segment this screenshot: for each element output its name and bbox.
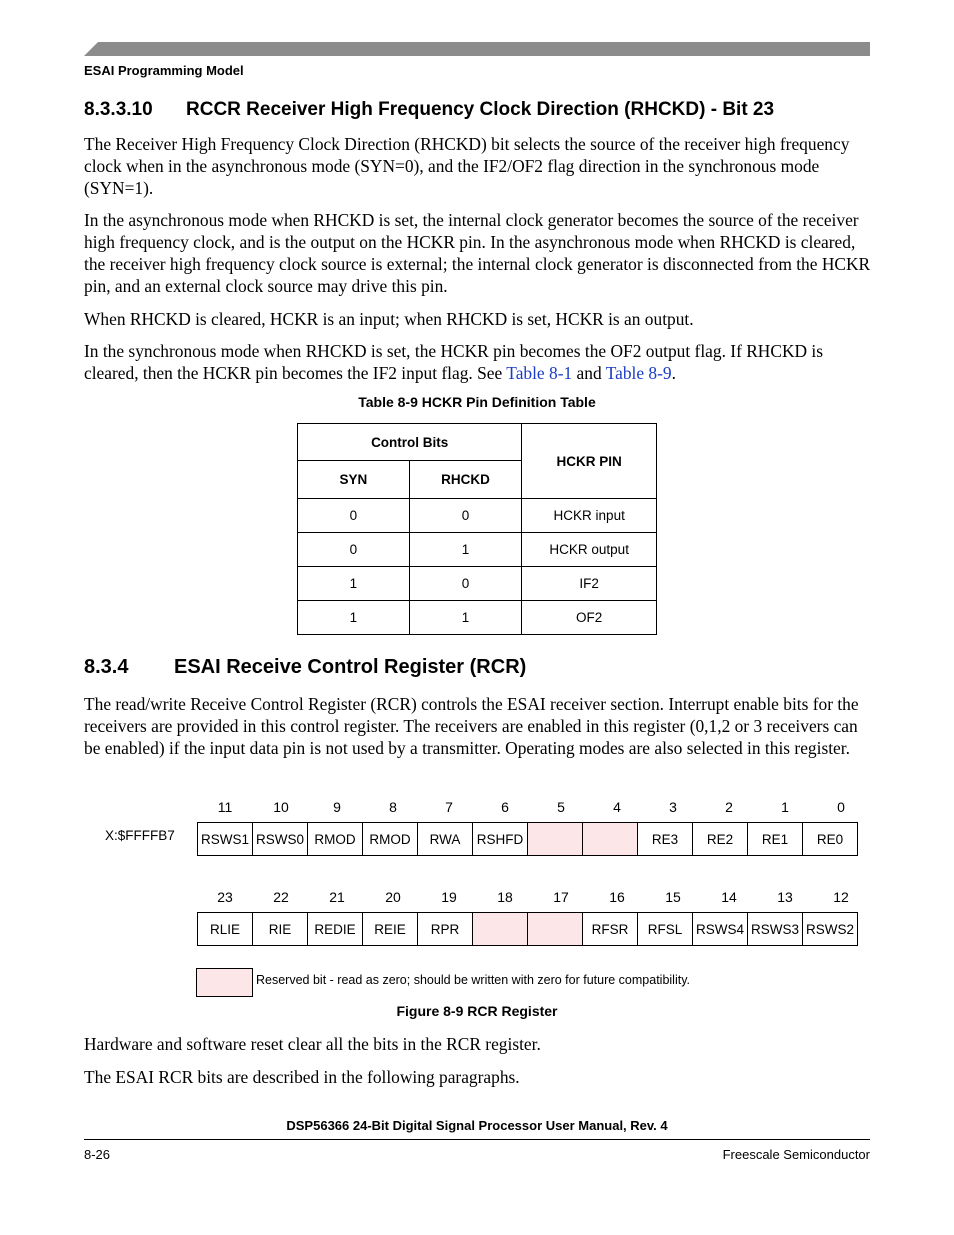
cell-rhckd: 1 bbox=[409, 601, 522, 635]
paragraph: Hardware and software reset clear all the bits in the RCR register. bbox=[84, 1034, 541, 1054]
running-head: ESAI Programming Model bbox=[84, 63, 244, 78]
bit-field: REDIE bbox=[307, 912, 363, 946]
bit-number: 0 bbox=[837, 799, 845, 815]
text: In the synchronous mode when RHCKD is set, the HCKR pin becomes the OF2 output flag. If RHCKD is cleared, then the HCKR pin becomes the IF2 input flag. See bbox=[84, 341, 824, 383]
bit-field: RE3 bbox=[637, 822, 693, 856]
bit-number: 9 bbox=[333, 799, 341, 815]
cell-syn: 0 bbox=[298, 499, 410, 533]
footer-page-number: 8-26 bbox=[84, 1147, 111, 1162]
cell-syn: 0 bbox=[298, 533, 410, 567]
table-caption: Table 8-9 HCKR Pin Definition Table bbox=[358, 394, 596, 410]
cell-syn: 1 bbox=[298, 567, 410, 601]
table-8-9-link[interactable]: Table 8-9 bbox=[605, 363, 672, 383]
cell-rhckd: 0 bbox=[409, 499, 522, 533]
paragraph: When RHCKD is cleared, HCKR is an input; when RHCKD is set, HCKR is an output. bbox=[84, 309, 694, 329]
reserved-bit-field bbox=[527, 822, 583, 856]
header-hckr-pin: HCKR PIN bbox=[522, 424, 657, 499]
bit-number: 17 bbox=[553, 889, 569, 905]
footer-title: DSP56366 24-Bit Digital Signal Processor User Manual, Rev. 4 bbox=[286, 1118, 668, 1133]
header-syn: SYN bbox=[298, 461, 410, 499]
text: . bbox=[671, 363, 676, 383]
bit-field: RSWS1 bbox=[197, 822, 253, 856]
header-control-bits: Control Bits bbox=[298, 424, 522, 461]
bit-number: 14 bbox=[721, 889, 737, 905]
reserved-legend-swatch bbox=[196, 968, 253, 997]
bit-field: RSHFD bbox=[472, 822, 528, 856]
bit-number: 19 bbox=[441, 889, 457, 905]
cell-rhckd: 1 bbox=[409, 533, 522, 567]
bit-field: RFSL bbox=[637, 912, 693, 946]
section-heading-rcr bbox=[84, 656, 526, 679]
bit-number: 2 bbox=[725, 799, 733, 815]
high-bit-numbers bbox=[197, 889, 869, 905]
paragraph: The Receiver High Frequency Clock Direction (RHCKD) bit selects the source of the receiver high frequency clock when in the asynchronous mode (SYN=0), and the IF2/OF2 flag direction in the synchronous mode (SYN=1). bbox=[84, 134, 850, 198]
bit-field: RWA bbox=[417, 822, 473, 856]
low-bit-fields bbox=[197, 822, 858, 856]
paragraph: The ESAI RCR bits are described in the following paragraphs. bbox=[84, 1067, 520, 1087]
bit-field: RSWS2 bbox=[802, 912, 858, 946]
paragraph: The read/write Receive Control Register (RCR) controls the ESAI receiver section. Interrupt enable bits for the receivers are provided in this control register. The receivers are enabled in this register (0,1,2 or 3 receivers can be enabled) if the input data pin is not used by a transmitter. Operating modes are also selected in this register. bbox=[84, 694, 859, 758]
paragraph: In the asynchronous mode when RHCKD is set, the internal clock generator becomes the source of the receiver high frequency clock, and is the output on the HCKR pin. In the asynchronous mode when RHCKD is cleared, the receiver high frequency clock source is external; the internal clock generator is disconnected from the HCKR pin, and an external clock source may drive this pin. bbox=[84, 210, 871, 296]
bit-number: 5 bbox=[557, 799, 565, 815]
bit-field: RE0 bbox=[802, 822, 858, 856]
bit-field: RSWS3 bbox=[747, 912, 803, 946]
bit-field: RSWS4 bbox=[692, 912, 748, 946]
table-8-1-link[interactable]: Table 8-1 bbox=[506, 363, 573, 383]
cell-pin: IF2 bbox=[522, 567, 657, 601]
bit-number: 1 bbox=[781, 799, 789, 815]
bit-number: 3 bbox=[669, 799, 677, 815]
reserved-bit-field bbox=[527, 912, 583, 946]
bit-number: 15 bbox=[665, 889, 681, 905]
header-rhckd: RHCKD bbox=[409, 461, 522, 499]
bit-field: RMOD bbox=[362, 822, 418, 856]
bit-number: 8 bbox=[389, 799, 397, 815]
section-title: ESAI Receive Control Register (RCR) bbox=[174, 656, 527, 678]
bit-number: 22 bbox=[273, 889, 289, 905]
bit-number: 7 bbox=[445, 799, 453, 815]
bit-field: REIE bbox=[362, 912, 418, 946]
register-address: X:$FFFFB7 bbox=[105, 828, 175, 843]
table-row bbox=[298, 567, 657, 601]
section-number: 8.3.4 bbox=[84, 656, 129, 678]
paragraph-with-links bbox=[84, 340, 874, 384]
bit-number: 21 bbox=[329, 889, 345, 905]
table-row bbox=[298, 533, 657, 567]
bit-field: RLIE bbox=[197, 912, 253, 946]
bit-field: RE2 bbox=[692, 822, 748, 856]
bit-number: 4 bbox=[613, 799, 621, 815]
bit-number: 11 bbox=[217, 799, 233, 815]
bit-number: 10 bbox=[273, 799, 289, 815]
bit-number: 12 bbox=[833, 889, 849, 905]
bit-field: RE1 bbox=[747, 822, 803, 856]
table-row bbox=[298, 601, 657, 635]
text: and bbox=[572, 363, 606, 383]
cell-syn: 1 bbox=[298, 601, 410, 635]
cell-rhckd: 0 bbox=[409, 567, 522, 601]
section-title: RCCR Receiver High Frequency Clock Direction (RHCKD) - Bit 23 bbox=[186, 99, 775, 120]
bit-field: RFSR bbox=[582, 912, 638, 946]
hckr-pin-table bbox=[297, 423, 657, 635]
reserved-bit-field bbox=[582, 822, 638, 856]
bit-field: RMOD bbox=[307, 822, 363, 856]
bit-number: 6 bbox=[501, 799, 509, 815]
footer-divider bbox=[84, 1139, 870, 1140]
bit-field: RSWS0 bbox=[252, 822, 308, 856]
cell-pin: OF2 bbox=[522, 601, 657, 635]
high-bit-fields bbox=[197, 912, 858, 946]
cell-pin: HCKR input bbox=[522, 499, 657, 533]
cell-pin: HCKR output bbox=[522, 533, 657, 567]
reserved-legend-text: Reserved bit - read as zero; should be written with zero for future compatibility. bbox=[256, 973, 690, 987]
bit-number: 18 bbox=[497, 889, 513, 905]
section-number: 8.3.3.10 bbox=[84, 99, 153, 120]
low-bit-numbers bbox=[197, 799, 869, 815]
reserved-bit-field bbox=[472, 912, 528, 946]
table-row bbox=[298, 499, 657, 533]
footer-company: Freescale Semiconductor bbox=[722, 1147, 870, 1162]
bit-number: 16 bbox=[609, 889, 625, 905]
section-heading-rhckd bbox=[84, 99, 774, 121]
bit-number: 23 bbox=[217, 889, 233, 905]
bit-field: RPR bbox=[417, 912, 473, 946]
bit-number: 20 bbox=[385, 889, 401, 905]
bit-field: RIE bbox=[252, 912, 308, 946]
figure-caption: Figure 8-9 RCR Register bbox=[396, 1003, 558, 1019]
bit-number: 13 bbox=[777, 889, 793, 905]
header-bar bbox=[84, 42, 870, 56]
